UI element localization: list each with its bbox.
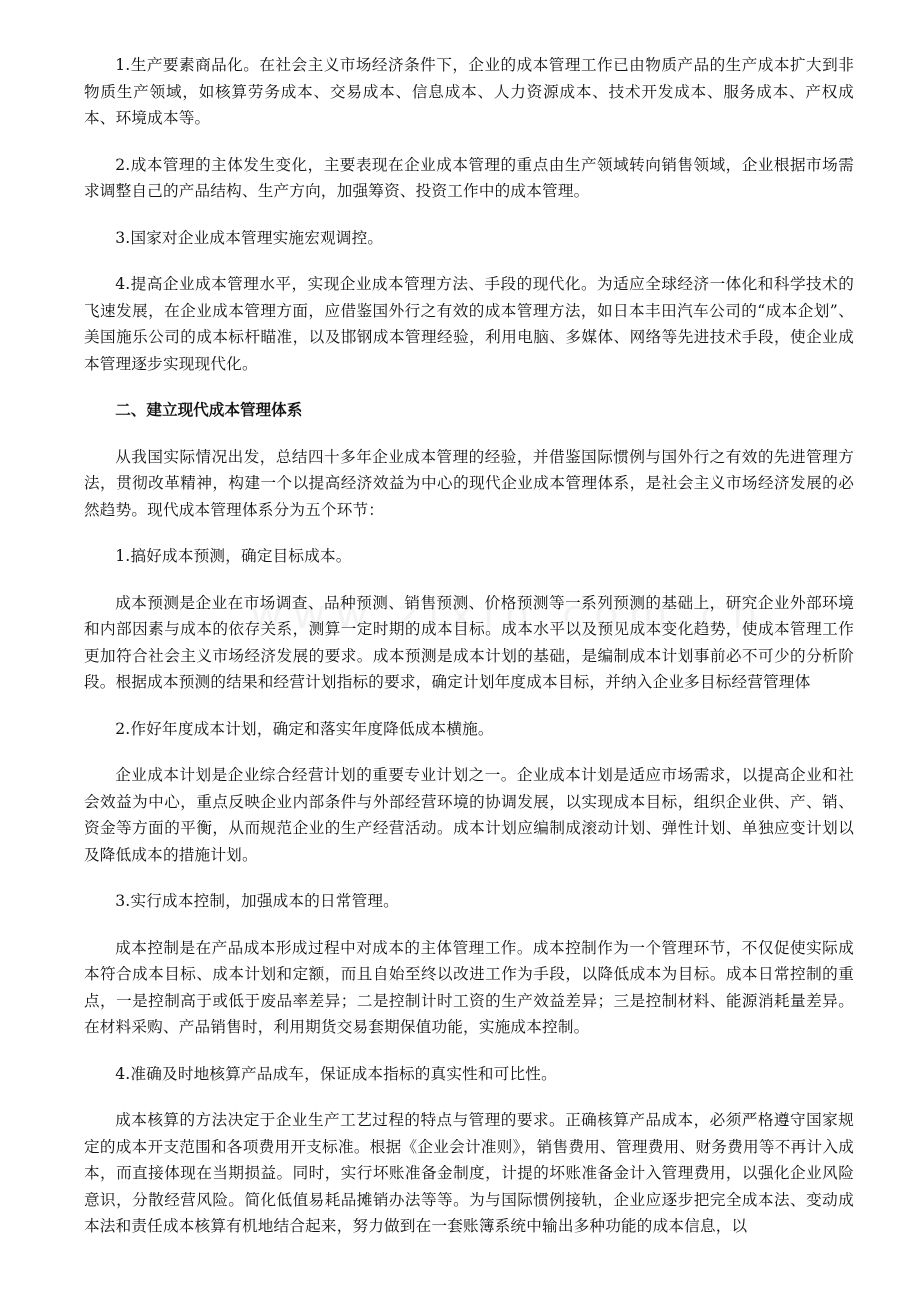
paragraph-11: 成本控制是在产品成本形成过程中对成本的主体管理工作。成本控制作为一个管理环节，不仅促使实际成本符合成本目标、成本计划和定额，而且自始至终以改进工作为手段，以降低成本为目标。成本日常控制的重点，一是控制高于或低于废品率差异；二是控制计时工资的生产效益差异；三是控制材料、能源消耗量差异。在材料采购、产品销售时，利用期货交易套期保值功能，实施成本控制。	[84, 938, 854, 1036]
paragraph-7: 成本预测是企业在市场调查、品种预测、销售预测、价格预测等一系列预测的基础上，研究企业外部环境和内部因素与成本的依存关系，测算一定时期的成本目标。成本水平以及预见成本变化趋势，使成本管理工作更加符合社会主义市场经济发展的要求。成本预测是成本计划的基础，是编制成本计划事前必不可少的分析阶段。根据成本预测的结果和经营计划指标的要求，确定计划年度成本目标，并纳入企业多目标经营管理体	[84, 593, 854, 691]
paragraph-12: 4.准确及时地核算产品成车，保证成本指标的真实性和可比性。	[115, 1064, 557, 1083]
paragraph-9: 企业成本计划是企业综合经营计划的重要专业计划之一。企业成本计划是适应市场需求，以提高企业和社会效益为中心，重点反映企业内部条件与外部经营环境的协调发展，以实现成本目标，组织企业供、产、销、资金等方面的平衡，从而规范企业的生产经营活动。成本计划应编制成滚动计划、弹性计划、单独应变计划以及降低成本的措施计划。	[84, 766, 854, 864]
paragraph-4: 4.提高企业成本管理水平，实现企业成本管理方法、手段的现代化。为适应全球经济一体化和科学技术的飞速发展，在企业成本管理方面，应借鉴国外行之有效的成本管理方法，如日本丰田汽车公司的“成本企划”、美国施乐公司的成本标杆瞄准，以及邯钢成本管理经验，利用电脑、多媒体、网络等先进技术手段，使企业成本管理逐步实现现代化。	[84, 275, 854, 373]
paragraph-6: 1.搞好成本预测，确定目标成本。	[115, 547, 352, 565]
section-heading: 二、建立现代成本管理体系	[115, 401, 303, 419]
paragraph-5: 从我国实际情况出发，总结四十多年企业成本管理的经验，并借鉴国际惯例与国外行之有效的先进管理方法，贯彻改革精神，构建一个以提高经济效益为中心的现代企业成本管理体系，是社会主义市场经济发展的必然趋势。现代成本管理体系分为五个环节：	[84, 447, 854, 519]
paragraph-13: 成本核算的方法决定于企业生产工艺过程的特点与管理的要求。正确核算产品成本，必须严格遵守国家规定的成本开支范围和各项费用开支标准。根据《企业会计准则》，销售费用、管理费用、财务费用等不再计入成本，而直接体现在当期损益。同时，实行坏账准备金制度，计提的坏账准备金计入管理费用，以强化企业风险意识，分散经营风险。简化低值易耗品摊销办法等等。为与国际惯例接轨，企业应逐步把完全成本法、变动成本法和责任成本核算有机地结合起来，努力做到在一套账簿系统中输出多种功能的成本信息，以	[84, 1111, 854, 1235]
paragraph-10: 3.实行成本控制，加强成本的日常管理。	[115, 892, 399, 910]
document-page	[84, 52, 854, 1260]
paragraph-2: 2.成本管理的主体发生变化，主要表现在企业成本管理的重点由生产领域转向销售领域，企业根据市场需求调整自己的产品结构、生产方向，加强筹资、投资工作中的成本管理。	[84, 155, 854, 200]
paragraph-8: 2.作好年度成本计划，确定和落实年度降低成本横施。	[115, 719, 494, 738]
paragraph-1: 1.生产要素商品化。在社会主义市场经济条件下，企业的成本管理工作已由物质产品的生产成本扩大到非物质生产领域，如核算劳务成本、交易成本、信息成本、人力资源成本、技术开发成本、服务成本、产权成本、环境成本等。	[84, 56, 854, 127]
paragraph-3: 3.国家对企业成本管理实施宏观调控。	[115, 228, 384, 247]
